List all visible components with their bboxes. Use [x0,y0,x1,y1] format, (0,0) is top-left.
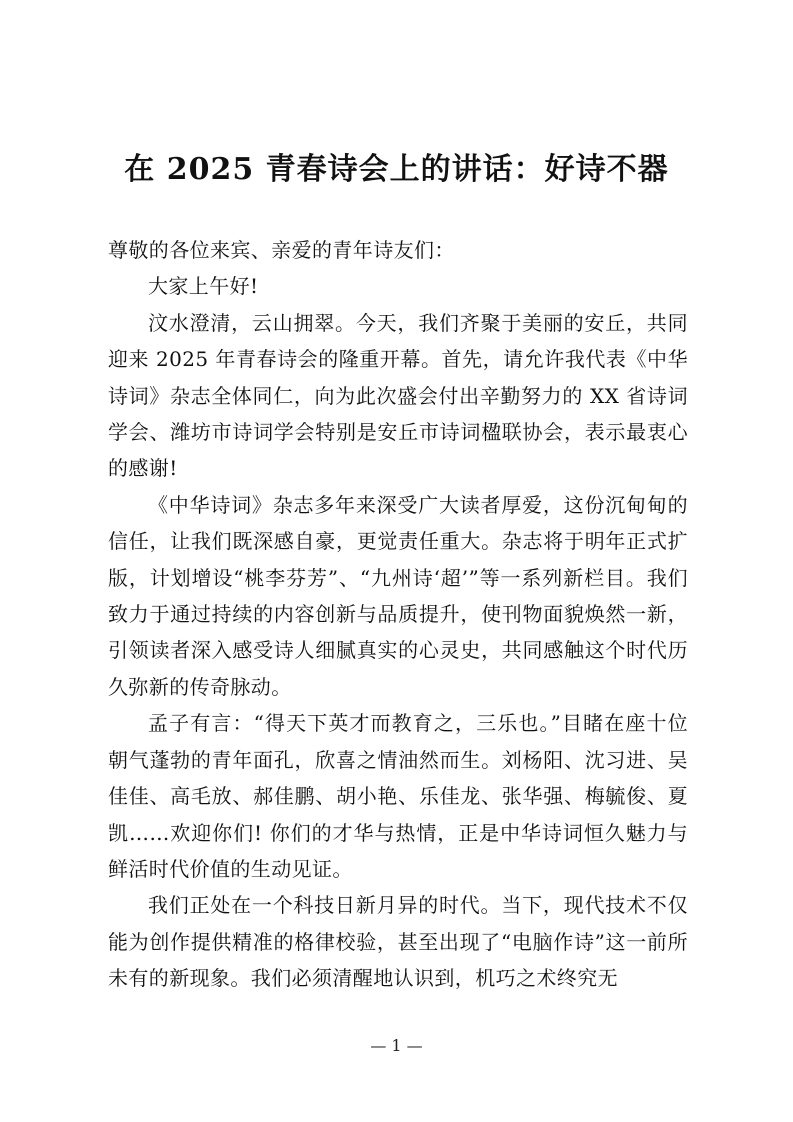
paragraph-3: 孟子有言：“得天下英才而教育之，三乐也。”目睹在座十位朝气蓬勃的青年面孔，欣喜之情油然而生。刘杨阳、沈习进、吴佳佳、高毛放、郝佳鹏、胡小艳、乐佳龙、张华强、梅毓俊、夏凯……欢迎你们! 你们的才华与热情，正是中华诗词恒久魅力与鲜活时代价值的生动见证。 [108,711,688,881]
paragraph-2: 《中华诗词》杂志多年来深受广大读者厚爱，这份沉甸甸的信任，让我们既深感自豪，更觉责任重大。杂志将于明年正式扩版，计划增设“桃李芬芳”、“九州诗‘超’”等一系列新栏目。我们致力于通过持续的内容创新与品质提升，使刊物面貌焕然一新，引领读者深入感受诗人细腻真实的心灵史，共同感触这个时代历久弥新的传奇脉动。 [108,492,688,699]
paragraph-1: 汶水澄清，云山拥翠。今天，我们齐聚于美丽的安丘，共同迎来 2025 年青春诗会的隆重开幕。首先，请允许我代表《中华诗词》杂志全体同仁，向为此次盛会付出辛勤努力的 XX 省诗词学会、潍坊市诗词学会特别是安丘市诗词楹联协会，表示最衷心的感谢! [108,310,688,481]
paragraph-4: 我们正处在一个科技日新月异的时代。当下，现代技术不仅能为创作提供精准的格律校验，甚至出现了“电脑作诗”这一前所未有的新现象。我们必须清醒地认识到，机巧之术终究无 [108,893,688,991]
page-number: — 1 — [370,1036,423,1055]
document-body [108,232,688,997]
document-title: 在 2025 青春诗会上的讲话：好诗不器 [124,152,669,187]
greeting: 大家上午好! [148,274,259,299]
salutation: 尊敬的各位来宾、亲爱的青年诗友们： [108,238,455,262]
